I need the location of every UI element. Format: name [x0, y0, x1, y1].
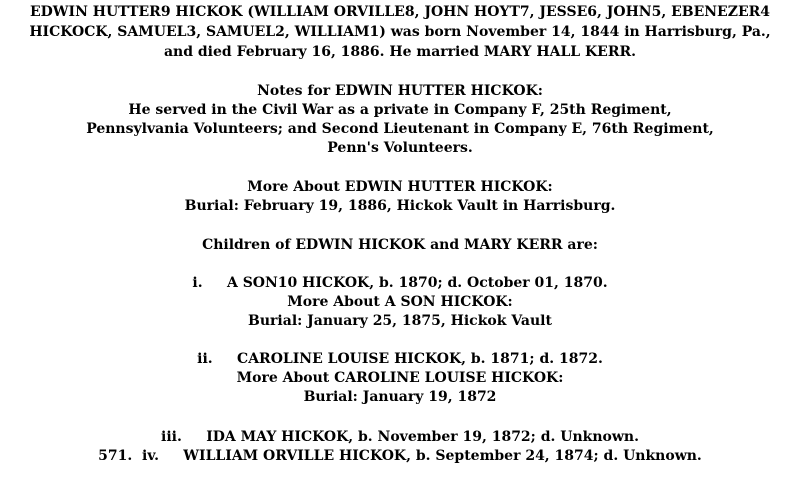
notes-heading: Notes for EDWIN HUTTER HICKOK: [257, 83, 543, 99]
notes-line-2: Pennsylvania Volunteers; and Second Lieutenant in Company E, 76th Regiment, [86, 121, 714, 137]
header-line-1: EDWIN HUTTER9 HICKOK (WILLIAM ORVILLE8, JOHN HOYT7, JESSE6, JOHN5, EBENEZER4 [29, 4, 770, 20]
more-about-heading: More About EDWIN HUTTER HICKOK: [247, 179, 553, 195]
child-entry-2: ii. CAROLINE LOUISE HICKOK, b. 1871; d. 1872. [197, 351, 603, 367]
child-entry-4: 571. iv. WILLIAM ORVILLE HICKOK, b. September 24, 1874; d. Unknown. [98, 448, 702, 464]
child-2-more-heading: More About CAROLINE LOUISE HICKOK: [236, 370, 564, 386]
notes-line-1: He served in the Civil War as a private in Company F, 25th Regiment, [128, 102, 672, 118]
child-1-burial: Burial: January 25, 1875, Hickok Vault [248, 313, 552, 329]
header-line-3: and died February 16, 1886. He married MARY HALL KERR. [163, 44, 636, 60]
child-2-burial: Burial: January 19, 1872 [303, 389, 497, 405]
burial-line: Burial: February 19, 1886, Hickok Vault in Harrisburg. [184, 198, 616, 214]
children-heading: Children of EDWIN HICKOK and MARY KERR are: [202, 237, 598, 253]
child-entry-1: i. A SON10 HICKOK, b. 1870; d. October 01, 1870. [192, 275, 608, 291]
child-entry-3: iii. IDA MAY HICKOK, b. November 19, 1872; d. Unknown. [161, 429, 639, 445]
header-line-2: HICKOCK, SAMUEL3, SAMUEL2, WILLIAM1) was born November 14, 1844 in Harrisburg, Pa., [29, 24, 771, 40]
notes-line-3: Penn's Volunteers. [327, 140, 473, 156]
child-1-more-heading: More About A SON HICKOK: [287, 294, 513, 310]
